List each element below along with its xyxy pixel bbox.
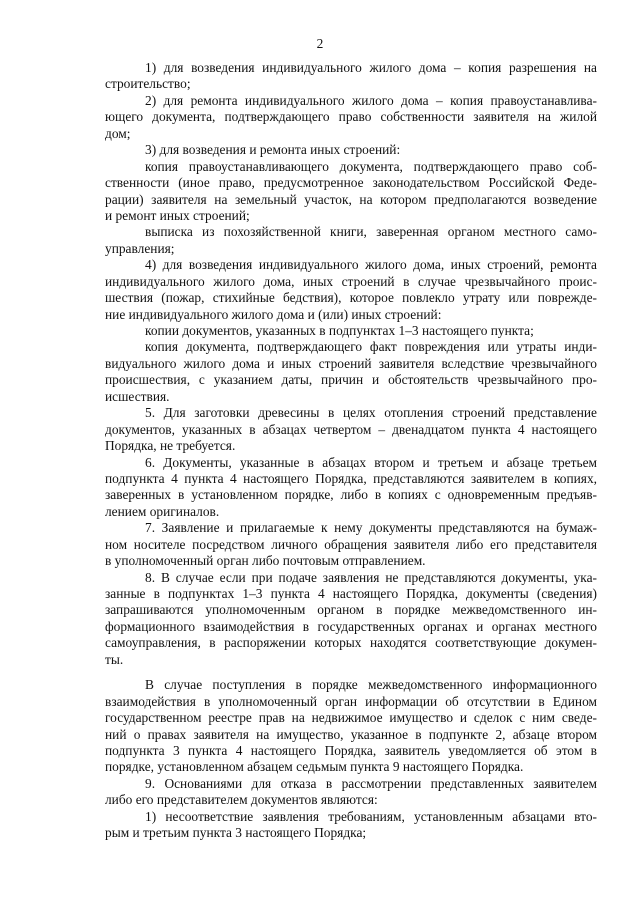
text-line: ние индивидуального жилого дома и (или) иных строений:: [105, 306, 442, 322]
text-line: 5. Для заготовки древесины в целях отопления строений представление: [145, 405, 597, 421]
text-line: государственном реестре прав на недвижимое имущество и сделок с ним сведе-: [105, 710, 597, 726]
text-line: дом;: [105, 125, 131, 141]
text-line: самоуправления, в распоряжении которых находятся соответствующие докумен-: [105, 635, 597, 651]
text-line: 9. Основаниями для отказа в рассмотрении представленных заявителем: [145, 775, 597, 791]
paragraph-gap: [105, 668, 597, 677]
text-line: В случае поступления в порядке межведомственного информационного: [145, 677, 597, 693]
text-line: 1) для возведения индивидуального жилого дома – копия разрешения на: [145, 60, 597, 75]
text-line: выписка из похозяйственной книги, заверенная органом местного само-: [145, 224, 597, 240]
text-line: 1) несоответствие заявления требованиям, установленным абзацами вто-: [145, 808, 597, 824]
text-line: копии документов, указанных в подпунктах 1–3 настоящего пункта;: [145, 323, 534, 338]
text-line: либо его представителем документов являются:: [105, 792, 378, 808]
text-line: порядке, установленном абзацем седьмым пункта 9 настоящего Порядка.: [105, 759, 524, 775]
text-line: лением оригиналов.: [105, 503, 220, 519]
text-line: подпункта 4 пункта 4 настоящего Порядка, представляются заявителем в копиях,: [105, 470, 597, 486]
text-line: индивидуального жилого дома, иных строений в случае чрезвычайного проис-: [105, 273, 597, 289]
text-line: занные в подпунктах 1–3 пункта 4 настоящего Порядка, документы (сведения): [105, 586, 597, 601]
text-line: взаимодействия в уполномоченный орган информации об отсутствии в Едином: [105, 693, 597, 709]
text-line: 6. Документы, указанные в абзацах втором и третьем и абзаце третьем: [145, 454, 597, 470]
text-line: рации) заявителя на земельный участок, на котором предполагаются возведение: [105, 191, 597, 207]
text-line: запрашиваются уполномоченным органом в порядке межведомственного ин-: [105, 602, 597, 618]
text-line: ний о правах заявителя на имущество, указанное в подпункте 2, абзаце втором: [105, 726, 597, 742]
text-line: ты.: [105, 651, 124, 667]
text-line: 7. Заявление и прилагаемые к нему документы представляются на бумаж-: [145, 520, 597, 536]
text-line: документов, указанных в абзацах четвертом – двенадцатом пункта 4 настоящего: [105, 421, 597, 437]
text-line: ном носителе посредством личного обращения заявителя либо его представителя: [105, 536, 597, 552]
text-line: в уполномоченный орган либо почтовым отправлением.: [105, 553, 426, 569]
document-body: [105, 60, 597, 842]
text-line: копия документа, подтверждающего факт повреждения или утраты инди-: [145, 339, 597, 355]
text-line: видуального жилого дома и иных строений заявителя вследствие чрезвычайного: [105, 355, 597, 371]
text-line: Порядка, не требуется.: [105, 438, 236, 454]
text-line: исшествия.: [105, 388, 170, 404]
text-line: 3) для возведения и ремонта иных строений:: [145, 142, 401, 158]
text-line: и ремонт иных строений;: [105, 207, 250, 223]
text-line: ственности (иное право, предусмотренное законодательством Российской Феде-: [105, 175, 597, 191]
text-line: шествия (пожар, стихийные бедствия), которое повлекло утрату или поврежде-: [105, 290, 597, 306]
text-line: подпункта 3 пункта 4 настоящего Порядка, заявитель уведомляется об этом в: [105, 742, 597, 758]
text-line: 4) для возведения индивидуального жилого дома, иных строений, ремонта: [145, 257, 597, 273]
text-line: копия правоустанавливающего документа, подтверждающего право соб-: [145, 158, 597, 174]
text-line: строительство;: [105, 76, 191, 92]
page-number: 2: [316, 36, 324, 51]
text-line: ющего документа, подтверждающего право собственности заявителя на жилой: [105, 109, 597, 125]
text-line: рым и третьим пункта 3 настоящего Порядка;: [105, 825, 367, 841]
text-line: заверенных в установленном порядке, либо в копиях с одновременным предъяв-: [105, 487, 597, 503]
text-line: происшествия, с указанием даты, причин и обстоятельств чрезвычайного про-: [105, 372, 597, 388]
text-line: 8. В случае если при подаче заявления не представляются документы, ука-: [145, 569, 597, 585]
text-line: управления;: [105, 240, 175, 256]
text-line: 2) для ремонта индивидуального жилого дома – копия правоустанавлива-: [145, 92, 597, 108]
text-line: формационного взаимодействия в государственных органах и органах местного: [105, 618, 597, 634]
